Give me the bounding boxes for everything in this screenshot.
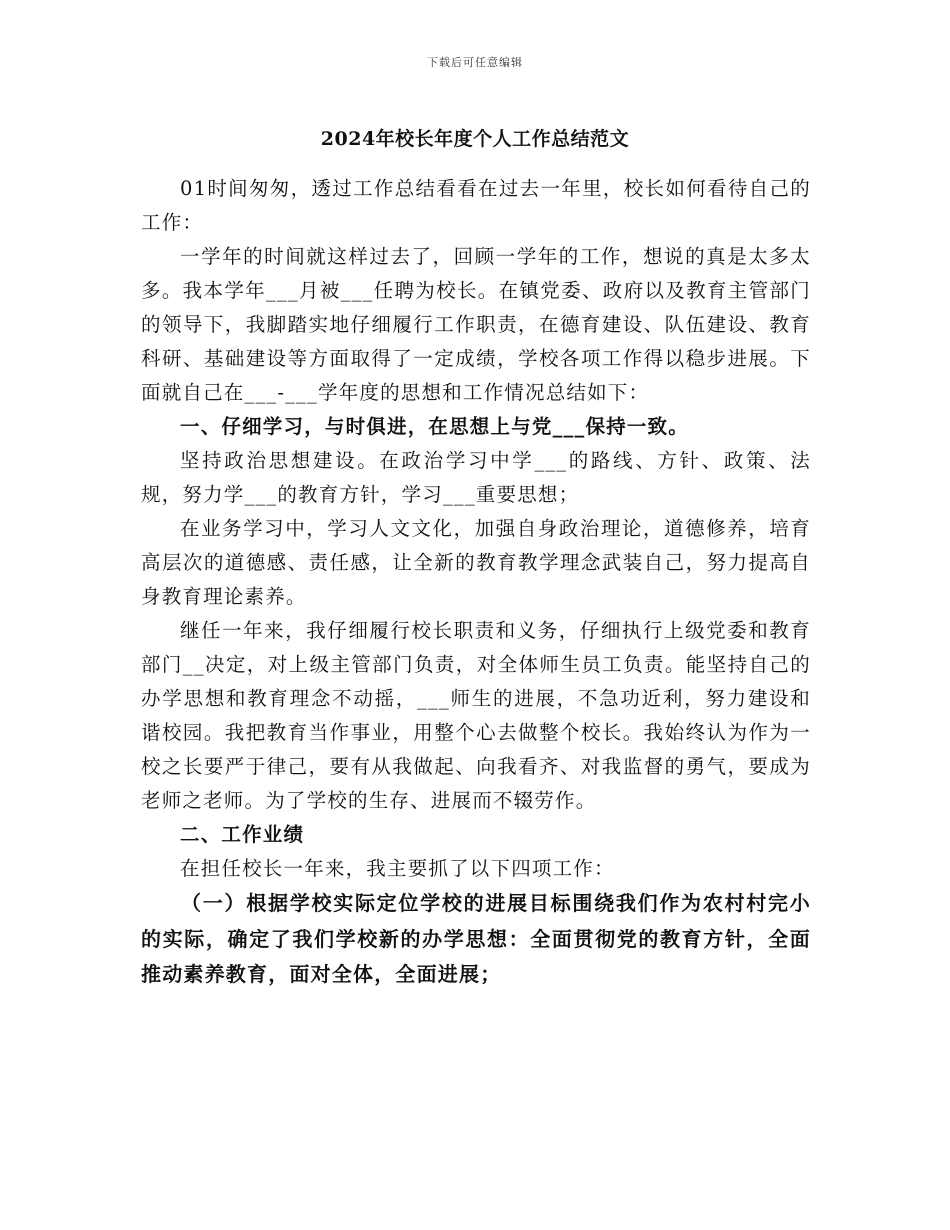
paragraph-four-tasks: 在担任校长一年来，我主要抓了以下四项工作： bbox=[180, 857, 615, 880]
paragraph-overview: 一学年的时间就这样过去了，回顾一学年的工作，想说的真是太多太多。我本学年___月被___任聘为校长。在镇党委、政府以及教育主管部门的领导下，我脚踏实地仔细履行工作职责，在德育建设、队伍建设、教育科研、基础建设等方面取得了一定成绩，学校各项工作得以稳步进展。下面就自己在___-___学年度的思想和工作情况总结如下： bbox=[141, 245, 811, 404]
document-title: 2024年校长年度个人工作总结范文 bbox=[320, 128, 630, 150]
paragraph-political-study: 坚持政治思想建设。在政治学习中学___的路线、方针、政策、法规，努力学___的教育方针，学习___重要思想； bbox=[141, 449, 811, 506]
document-body bbox=[141, 172, 811, 993]
paragraph-intro: 01时间匆匆，透过工作总结看看在过去一年里，校长如何看待自己的工作： bbox=[141, 177, 811, 234]
paragraph-business-study: 在业务学习中，学习人文文化，加强自身政治理论，道德修养，培育高层次的道德感、责任感，让全新的教育教学理念武装自己，努力提高自身教育理论素养。 bbox=[141, 517, 811, 608]
header-note: 下载后可任意编辑 bbox=[427, 56, 523, 69]
section-heading-2: 二、工作业绩 bbox=[180, 823, 305, 846]
paragraph-duties: 继任一年来，我仔细履行校长职责和义务，仔细执行上级党委和教育部门__决定，对上级主管部门负责，对全体师生员工负责。能坚持自己的办学思想和教育理念不动摇，___师生的进展，不急功近利，努力建设和谐校园。我把教育当作事业，用整个心去做整个校长。我始终认为作为一校之长要严于律己，要有从我做起、向我看齐、对我监督的勇气，要成为老师之老师。为了学校的生存、进展而不辍劳作。 bbox=[141, 619, 811, 812]
subsection-heading-1: （一）根据学校实际定位学校的进展目标围绕我们作为农村村完小的实际，确定了我们学校新的办学思想：全面贯彻党的教育方针，全面推动素养教育，面对全体，全面进展； bbox=[141, 891, 811, 986]
section-heading-1: 一、仔细学习，与时俱进，在思想上与党___保持一致。 bbox=[180, 415, 689, 438]
